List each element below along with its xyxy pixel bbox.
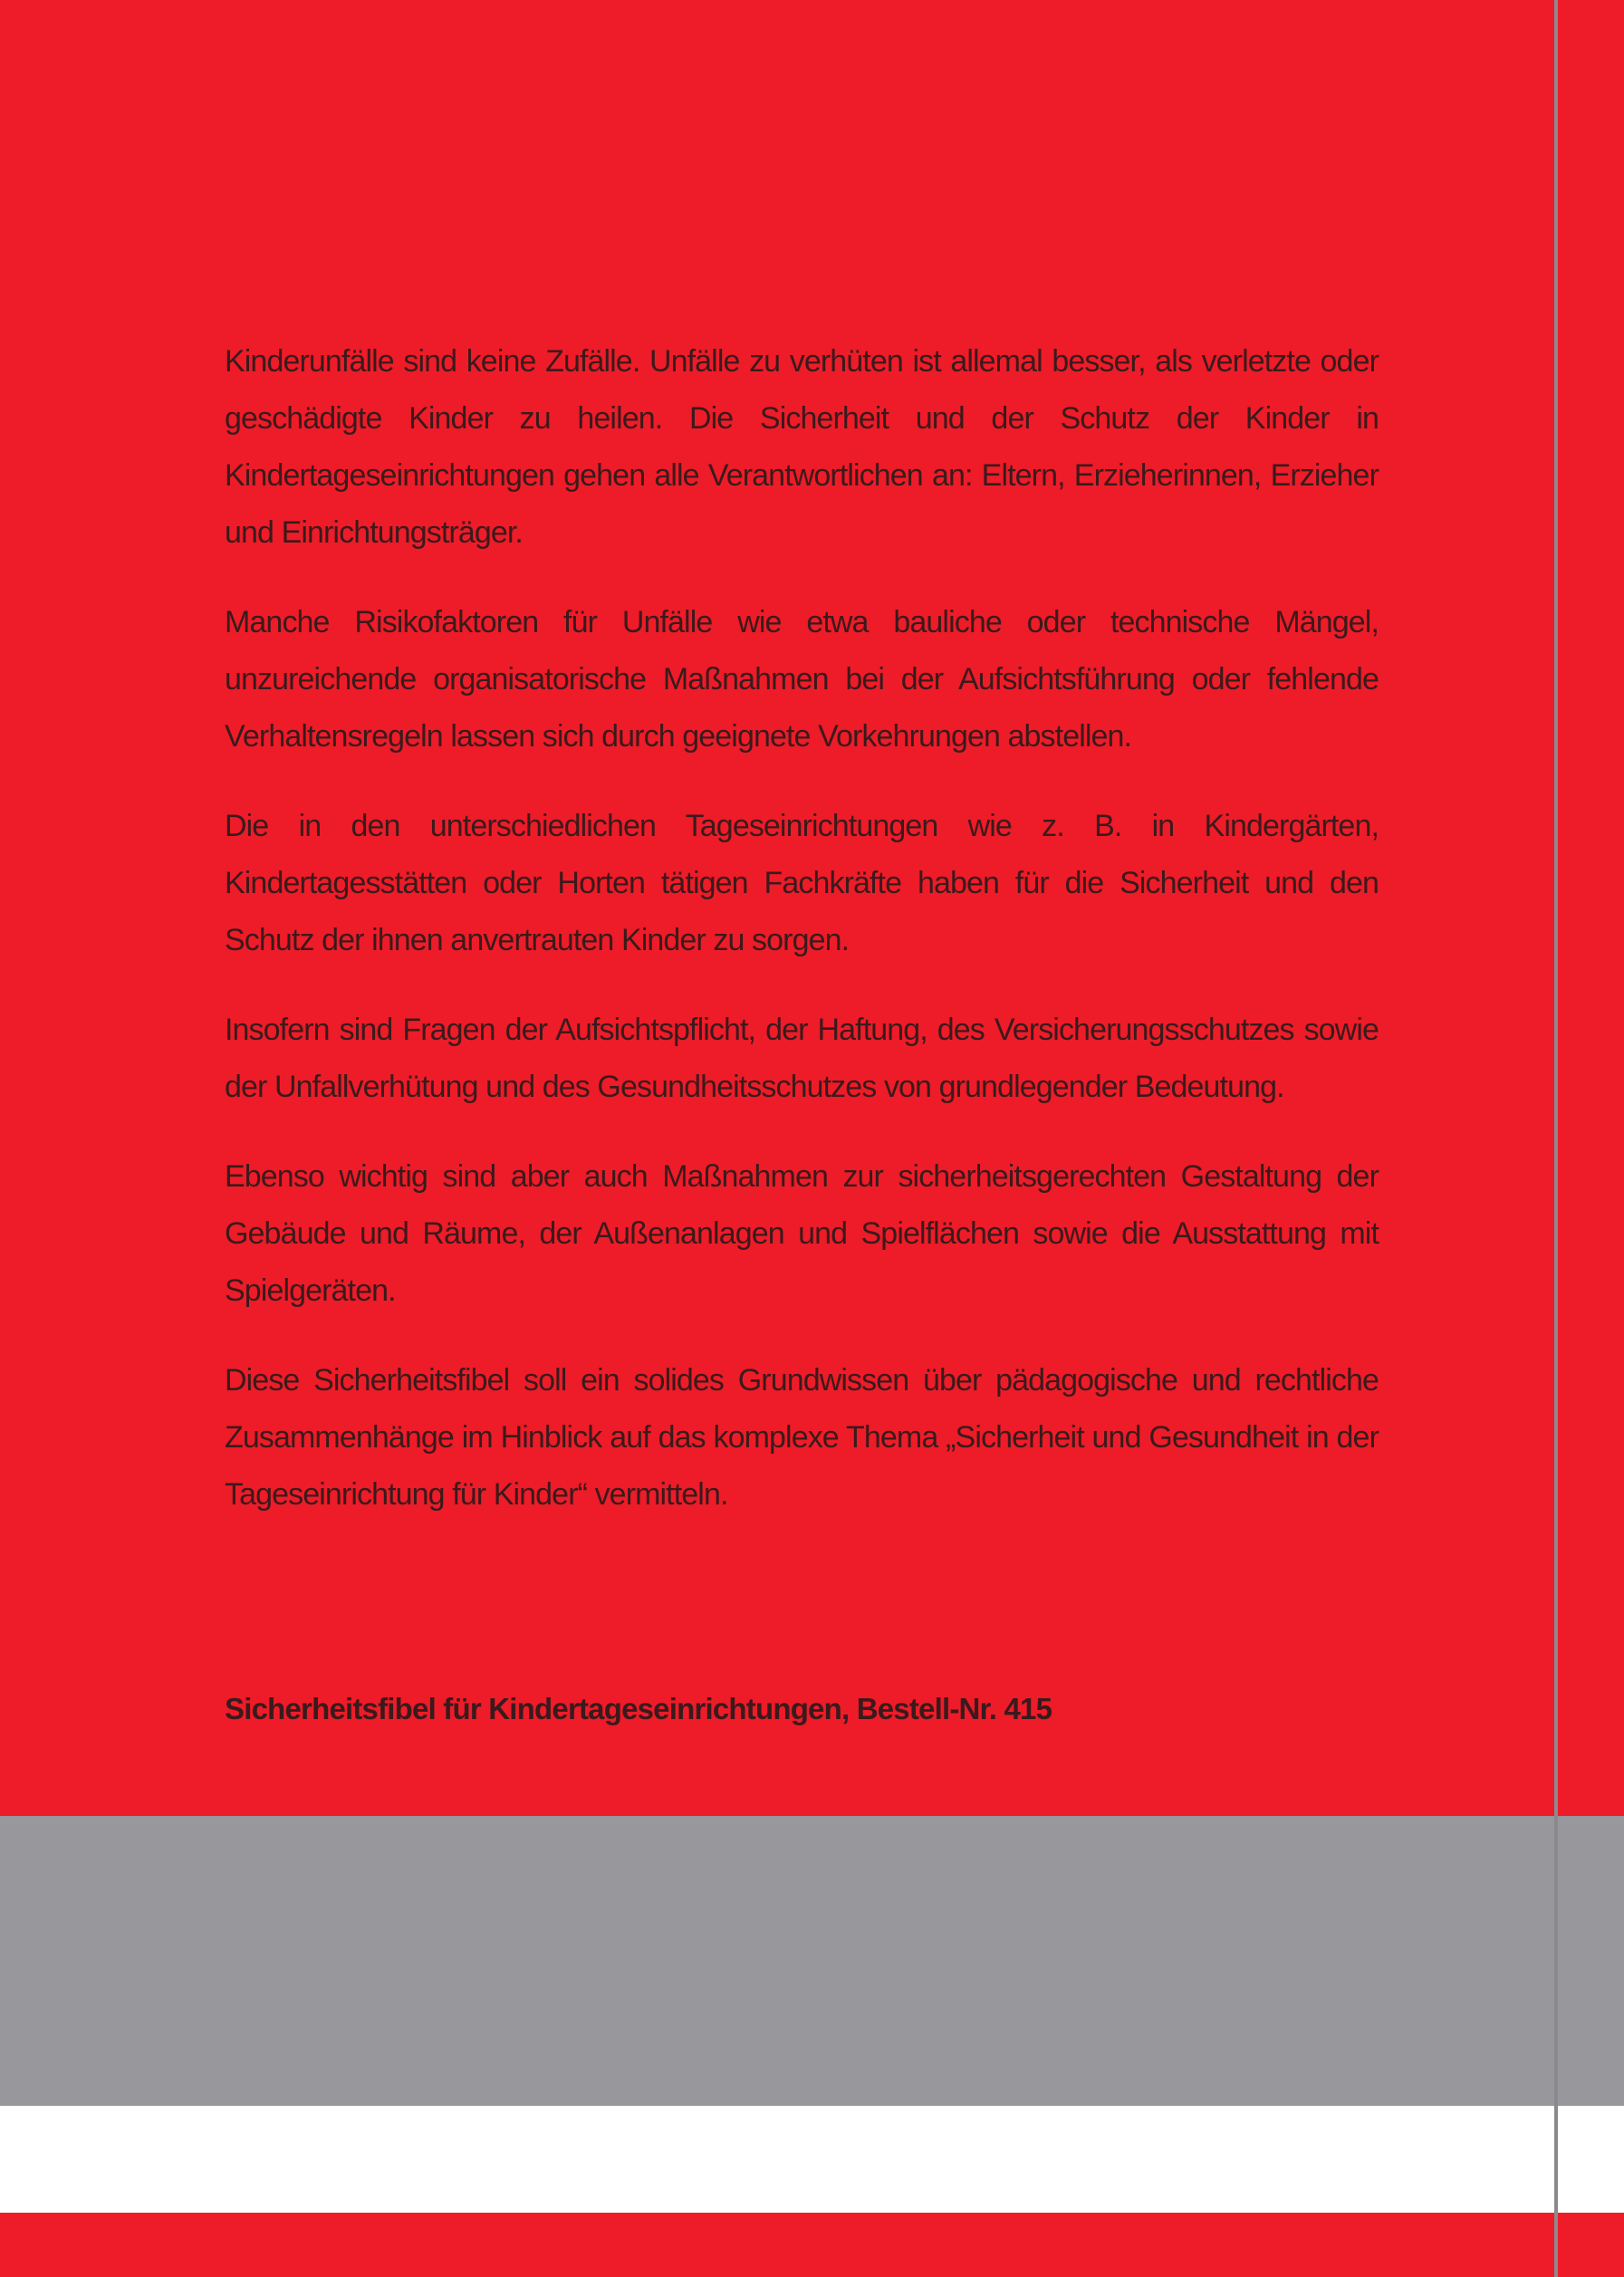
- white-band: [0, 2106, 1624, 2213]
- body-text: [225, 333, 1379, 1556]
- gray-band: [0, 1816, 1624, 2106]
- red-footer-band: [0, 2213, 1624, 2277]
- paragraph-1: Kinderunfälle sind keine Zufälle. Unfälle zu verhüten ist allemal besser, als verletzte oder geschädigte Kinder zu heilen. Die Sicherheit und der Schutz der Kinder in Kindertageseinrichtungen gehen alle Verantwortlichen an: Eltern, Erzieherinnen, Erzieher und Einrichtungsträger.: [225, 344, 1379, 550]
- paragraph-6: Diese Sicherheitsfibel soll ein solides Grundwissen über pädagogische und rechtliche Zusammenhänge im Hinblick auf das komplexe Thema „Sicherheit und Gesundheit in der Tageseinrichtung für Kinder“ vermitteln.: [225, 1363, 1379, 1512]
- spine-fold-line: [1554, 0, 1558, 2277]
- paragraph-5: Ebenso wichtig sind aber auch Maßnahmen zur sicherheitsgerechten Gestaltung der Gebäude und Räume, der Außenanlagen und Spielflächen sowie die Ausstattung mit Spielgeräten.: [225, 1159, 1379, 1308]
- order-number-line: Sicherheitsfibel für Kindertageseinrichtungen, Bestell-Nr. 415: [225, 1692, 1052, 1725]
- paragraph-4: Insofern sind Fragen der Aufsichtspflicht, der Haftung, des Versicherungsschutzes sowie der Unfallverhütung und des Gesundheitsschutzes von grundlegender Bedeutung.: [225, 1013, 1379, 1104]
- paragraph-2: Manche Risikofaktoren für Unfälle wie etwa bauliche oder technische Mängel, unzureichende organisatorische Maßnahmen bei der Aufsichtsführung oder fehlende Verhaltensregeln lassen sich durch geeignete Vorkehrungen abstellen.: [225, 605, 1379, 754]
- paragraph-3: Die in den unterschiedlichen Tageseinrichtungen wie z. B. in Kindergärten, Kindertagesstätten oder Horten tätigen Fachkräfte haben für die Sicherheit und den Schutz der ihnen anvertrauten Kinder zu sorgen.: [225, 809, 1379, 957]
